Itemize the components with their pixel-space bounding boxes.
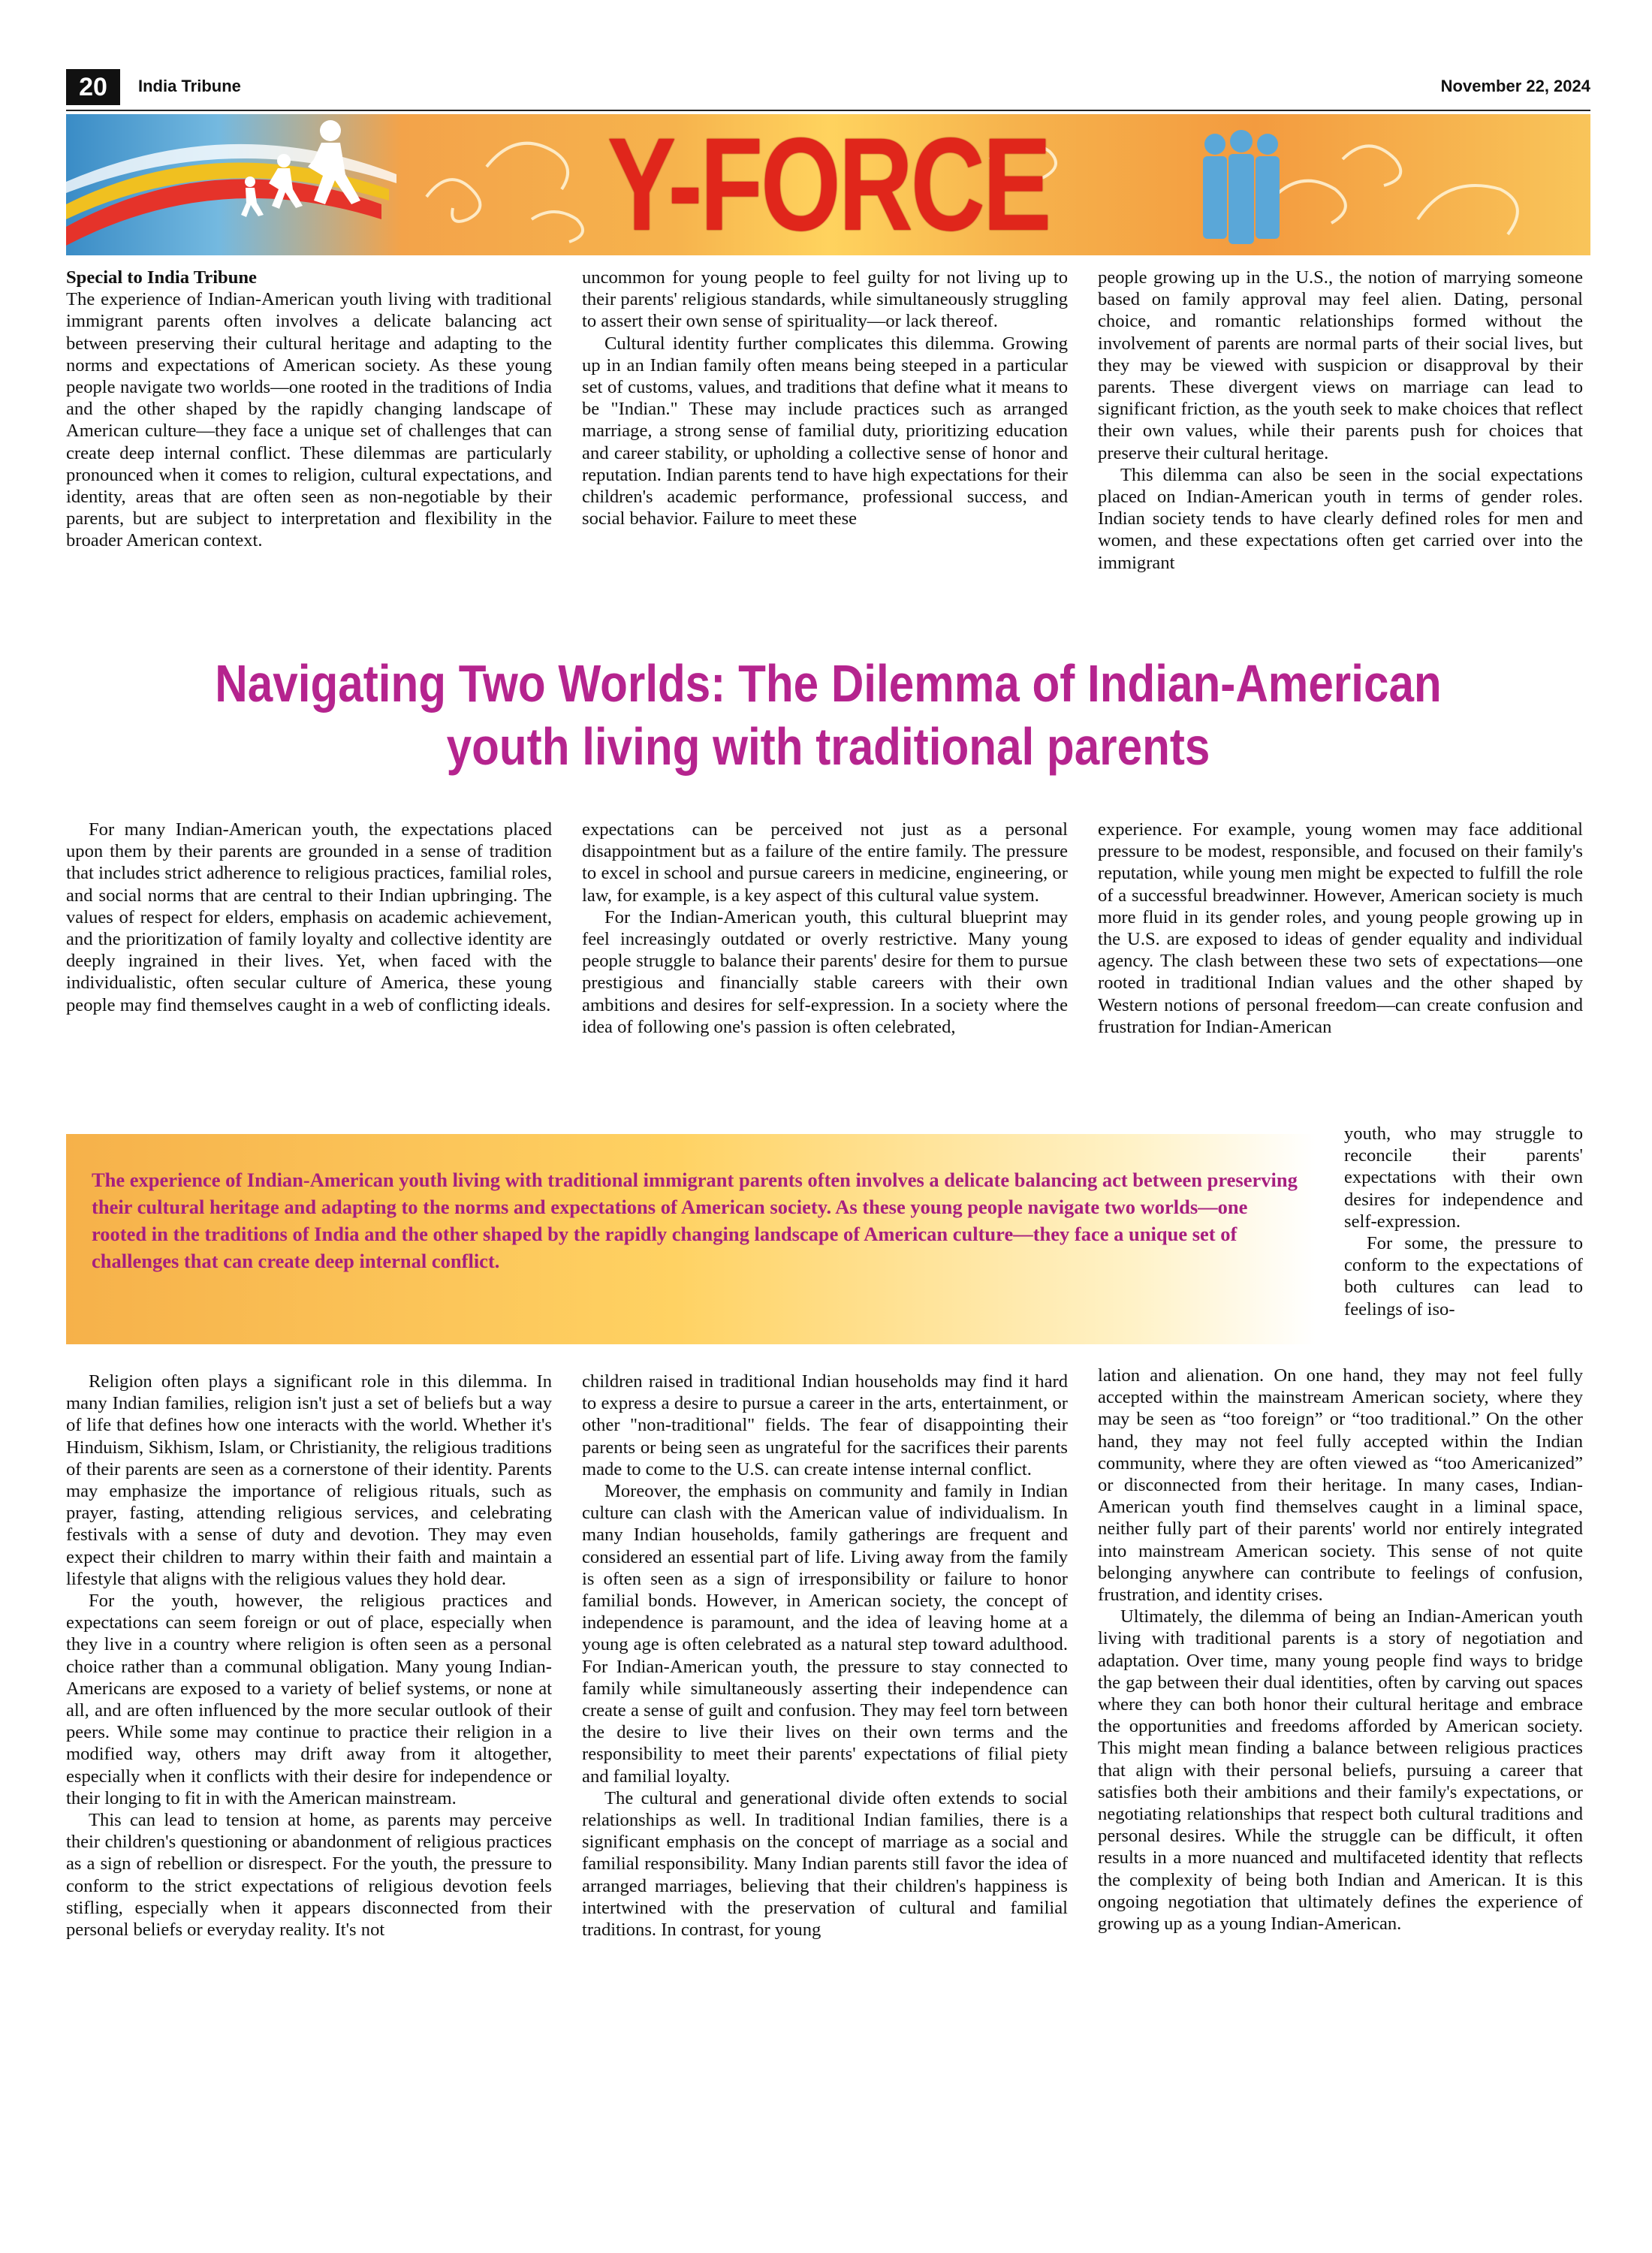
- paragraph: people growing up in the U.S., the notion of marrying someone based on family approval may feel alien. Dating, personal choice, and romantic relationships formed without the involvement of parents are normal parts of their social lives, but they may be viewed with suspicion or disapproval by their parents. These divergent views on marriage can lead to significant friction, as the youth seek to make choices that reflect their own values, while their parents push for choices that preserve their cultural heritage.: [1098, 267, 1583, 463]
- paragraph: experience. For example, young women may face additional pressure to be modest, responsible, and focused on their family's reputation, while young men might be expected to fulfill the role of a successful breadwinner. However, American society is much more fluid in its gender roles, and young people growing up in the U.S. are exposed to ideas of gender equality and individual agency. The clash between these two sets of expectations—one rooted in traditional Indian values and the other shaped by Western notions of personal freedom—can create confusion and frustration for Indian-American: [1098, 819, 1583, 1037]
- paragraph: The experience of Indian-American youth living with traditional immigrant parents often involves a delicate balancing act between preserving their cultural heritage and adapting to the norms and expectations of American society. As these young people navigate two worlds—one rooted in the traditions of India and the other shaped by the rapidly changing landscape of American culture—they face a unique set of challenges that can create deep internal conflict. These dilemmas are particularly pronounced when it comes to religion, cultural expectations, and identity, areas that are often seen as non-negotiable by their parents, but are subject to interpretation and flexibility in the broader American context.: [66, 289, 552, 551]
- publication-name: India Tribune: [138, 77, 241, 95]
- issue-date: November 22, 2024: [1440, 77, 1590, 95]
- paragraph: For the youth, however, the religious practices and expectations can seem foreign or out of place, especially when they live in a country where religion is often seen as a personal choice rather than a communal obligation. Many young Indian-Americans are exposed to a variety of belief systems, or none at all, and are often influenced by the more secular outlook of their peers. While some may continue to practice their religion in a modified way, others may drift away from it altogether, especially when it conflicts with their desire for independence or their longing to fit in with the American mainstream.: [66, 1591, 552, 1808]
- paragraph: This dilemma can also be seen in the social expectations placed on Indian-American youth in terms of gender roles. Indian society tends to have clearly defined roles for men and women, and these expectations often get carried over into the immigrant: [1098, 464, 1583, 573]
- article-headline: [173, 652, 1484, 778]
- section-banner: [66, 114, 1590, 255]
- paragraph: For the Indian-American youth, this cultural blueprint may feel increasingly outdated or overly restrictive. Many young people struggle to balance their parents' desire for them to pursue prestigious and financially stable careers with their own ambitions and desires for self-expression. In a society where the idea of following one's passion is often celebrated,: [582, 906, 1068, 1037]
- article-column-3-wrap: [1344, 1123, 1583, 1320]
- paragraph: For many Indian-American youth, the expectations placed upon them by their parents are grounded in a sense of tradition that includes strict adherence to religious practices, familial roles, and social norms that are central to their Indian upbringing. The values of respect for elders, emphasis on academic achievement, and the prioritization of family loyalty and collective identity are deeply ingrained in their lives. Yet, when faced with the individualistic, often secular culture of America, these young people may find themselves caught in a web of conflicting ideals.: [66, 819, 552, 1015]
- paragraph: Moreover, the emphasis on community and family in Indian culture can clash with the American value of individualism. In many Indian households, family gatherings are frequent and considered an essential part of life. Living away from the family is often seen as a sign of irresponsibility or failure to honor familial bonds. However, in American society, the concept of independence is paramount, and the idea of leaving home at a young age is often celebrated as a natural step toward adulthood. For Indian-American youth, the pressure to stay connected to family while simultaneously asserting their independence can create a sense of guilt and confusion. They may feel torn between the desire to live their lives on their own terms and the responsibility to meet their parents' expectations of filial piety and familial loyalty.: [582, 1481, 1068, 1787]
- article-column-3-top: [1098, 267, 1583, 574]
- headline-line-1: Navigating Two Worlds: The Dilemma of Indian-American: [215, 654, 1442, 713]
- byline: Special to India Tribune: [66, 267, 257, 288]
- page-number: 20: [66, 69, 120, 105]
- article-column-1-top: [66, 267, 552, 552]
- paragraph: lation and alienation. On one hand, they may not feel fully accepted within the mainstream American society, where they may be seen as “too foreign” or “too traditional.” On the other hand, they may not feel fully accepted within the Indian community, where they are often viewed as “too Americanized” or disconnected from their heritage. In many cases, Indian-American youth find themselves caught in a liminal space, neither fully part of their parents' world nor entirely integrated into mainstream American society. This sense of not quite belonging anywhere can contribute to feelings of confusion, frustration, and identity crises.: [1098, 1365, 1583, 1606]
- article-column-2-top: [582, 267, 1068, 529]
- pull-quote: The experience of Indian-American youth living with traditional immigrant parents often involves a delicate balancing act between preserving their cultural heritage and adapting to the norms and expectations of American society. As these young people navigate two worlds—one rooted in the traditions of India and the other shaped by the rapidly changing landscape of American culture—they face a unique set of challenges that can create deep internal conflict.: [92, 1169, 1298, 1272]
- article-column-3-mid: [1098, 819, 1583, 1038]
- paragraph: expectations can be perceived not just as a personal disappointment but as a failure of the entire family. The pressure to excel in school and pursue careers in medicine, engineering, or law, for example, is a key aspect of this cultural value system.: [582, 819, 1068, 906]
- section-title: Y-FORCE: [607, 114, 1050, 255]
- paragraph: Religion often plays a significant role in this dilemma. In many Indian families, religion isn't just a set of beliefs but a way of life that defines how one interacts with the world. Whether it's Hinduism, Sikhism, Islam, or Christianity, the religious traditions of their parents are seen as a cornerstone of their identity. Parents may emphasize the importance of religious rituals, such as prayer, fasting, attending religious services, and celebrating festivals with a sense of duty and devotion. They may even expect their children to marry within their faith and maintain a lifestyle that aligns with the religious values they hold dear.: [66, 1371, 552, 1589]
- article-column-3-bottom: [1098, 1365, 1583, 1935]
- article-column-1-mid: [66, 819, 552, 1016]
- paragraph: Ultimately, the dilemma of being an Indian-American youth living with traditional parents is a story of negotiation and adaptation. Over time, many young people find ways to bridge the gap between their dual identities, often by carving out spaces where they can both honor their cultural heritage and embrace the opportunities and freedoms afforded by American society. This might mean finding a balance between religious practices that align with their personal beliefs, pursuing a career that satisfies both their ambitions and their family's expectations, or negotiating relationships that respect both cultural traditions and personal desires. While the struggle can be difficult, it often results in a more nuanced and multifaceted identity that reflects the complexity of being both Indian and American. It is this ongoing negotiation that ultimately defines the experience of growing up as a young Indian-American.: [1098, 1606, 1583, 1935]
- paragraph: uncommon for young people to feel guilty for not living up to their parents' religious standards, while simultaneously struggling to assert their own sense of spirituality—or lack thereof.: [582, 267, 1068, 332]
- paragraph: children raised in traditional Indian households may find it hard to express a desire to pursue a career in the arts, entertainment, or other "non-traditional" fields. The fear of disappointing their parents or being seen as ungrateful for the sacrifices their parents made to come to the U.S. can create intense internal conflict.: [582, 1371, 1068, 1479]
- page-header: [66, 69, 1590, 105]
- paragraph: youth, who may struggle to reconcile their parents' expectations with their own desires for independence and self-expression.: [1344, 1123, 1583, 1232]
- header-rule: [66, 110, 1590, 111]
- headline-line-2: youth living with traditional parents: [446, 717, 1210, 776]
- paragraph: The cultural and generational divide often extends to social relationships as well. In traditional Indian families, there is a significant emphasis on the concept of marriage as a social and familial responsibility. Many Indian parents still favor the idea of arranged marriages, believing that their children's happiness is intertwined with the preservation of cultural and familial traditions. In contrast, for young: [582, 1787, 1068, 1941]
- paragraph: Cultural identity further complicates this dilemma. Growing up in an Indian family often means being steeped in a particular set of customs, values, and traditions that define what it means to be "Indian." These may include practices such as arranged marriage, a strong sense of familial duty, prioritizing education and career stability, or upholding a collective sense of honor and reputation. Indian parents tend to have high expectations for their children's academic performance, professional success, and social behavior. Failure to meet these: [582, 333, 1068, 529]
- article-column-2-mid: [582, 819, 1068, 1038]
- paragraph: For some, the pressure to conform to the expectations of both cultures can lead to feelings of iso-: [1344, 1233, 1583, 1320]
- paragraph: This can lead to tension at home, as parents may perceive their children's questioning or abandonment of religious practices as a sign of rebellion or disrespect. For the youth, the pressure to conform to the strict expectations of religious devotion feels stifling, especially when it appears disconnected from their personal beliefs or everyday reality. It's not: [66, 1810, 552, 1941]
- article-column-1-bottom: [66, 1371, 552, 1941]
- article-column-2-bottom: [582, 1371, 1068, 1941]
